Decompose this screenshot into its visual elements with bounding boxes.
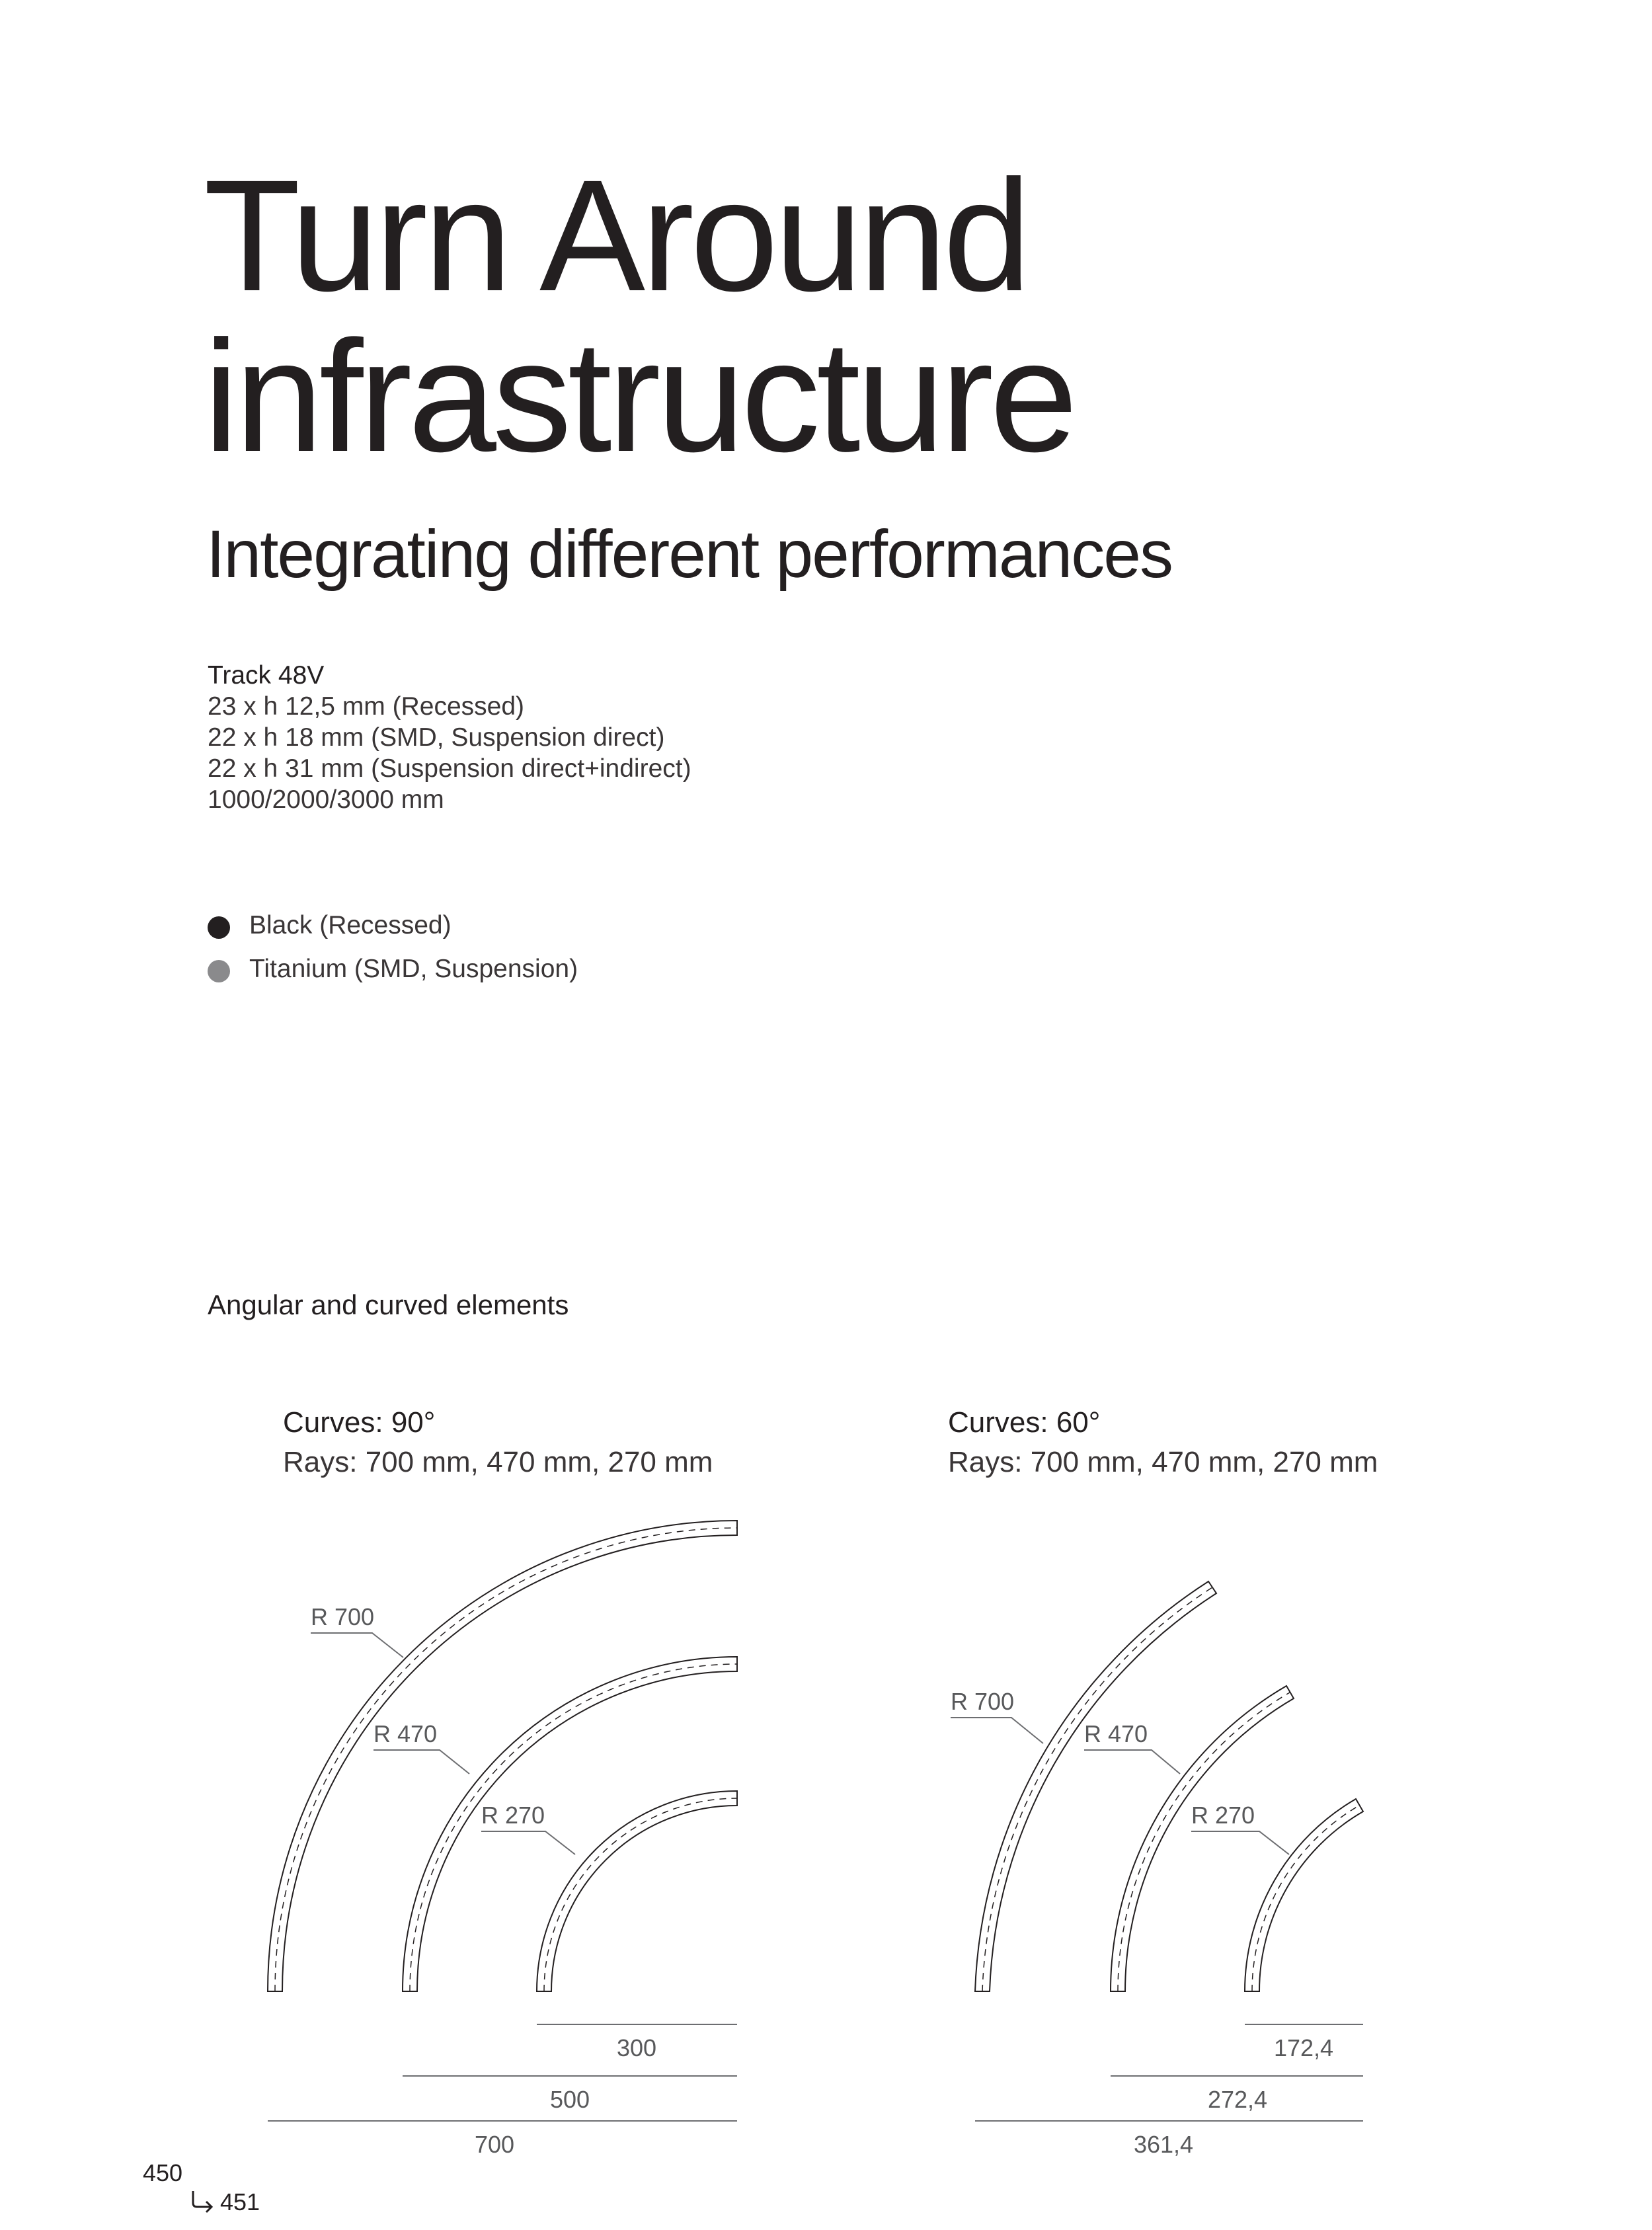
- dim-label-90-500: 500: [549, 2086, 590, 2113]
- dim-label-90-700: 700: [474, 2131, 515, 2158]
- leader-90-r700: [311, 1633, 403, 1657]
- leader-60-r700: [951, 1718, 1043, 1743]
- dim-label-90-300: 300: [616, 2034, 657, 2061]
- return-arrow-icon: [189, 2188, 216, 2215]
- label-60-r270: R 270: [1191, 1802, 1255, 1829]
- curve-60-r700: [975, 1581, 1216, 1991]
- label-60-r700: R 700: [951, 1688, 1015, 1715]
- label-60-r470: R 470: [1084, 1720, 1148, 1747]
- curve-60-r270-centerline: [1252, 1806, 1359, 1991]
- spec-line: 1000/2000/3000 mm: [208, 785, 444, 814]
- curves-60-heading: Curves: 60°: [948, 1406, 1101, 1439]
- finish-label-black: Black (Recessed): [249, 911, 452, 939]
- track-heading: Track 48V: [208, 661, 325, 690]
- curve-60-r700-centerline: [982, 1587, 1212, 1991]
- curve-90-r270: [537, 1791, 737, 1991]
- curve-60-r270: [1245, 1799, 1363, 1991]
- page-subtitle: Integrating different performances: [206, 516, 1173, 592]
- page-number-next: 451: [220, 2188, 260, 2215]
- curve-90-r700-centerline: [275, 1528, 737, 1991]
- spec-line: 22 x h 18 mm (SMD, Suspension direct): [208, 723, 665, 752]
- curves-90-drawing: [268, 1521, 737, 1991]
- dim-label-60-272: 272,4: [1207, 2086, 1268, 2113]
- curves-60-rays: Rays: 700 mm, 470 mm, 270 mm: [948, 1446, 1378, 1478]
- curve-90-r270-centerline: [544, 1798, 737, 1991]
- leader-60-r470: [1084, 1750, 1180, 1774]
- title-line-2: infrastructure: [204, 307, 1074, 485]
- curve-90-r700: [268, 1521, 737, 1991]
- section-title: Angular and curved elements: [208, 1289, 569, 1320]
- curves-90-heading: Curves: 90°: [283, 1406, 436, 1439]
- dim-label-60-172: 172,4: [1273, 2034, 1334, 2061]
- label-90-r700: R 700: [311, 1603, 375, 1630]
- curves-90-dimensions: [268, 2024, 737, 2121]
- leader-90-r270: [481, 1831, 575, 1854]
- curve-90-r470: [403, 1657, 737, 1991]
- label-90-r470: R 470: [374, 1720, 438, 1747]
- spec-line: 23 x h 12,5 mm (Recessed): [208, 692, 525, 721]
- curve-90-r470-centerline: [410, 1664, 737, 1991]
- dim-label-60-361: 361,4: [1133, 2131, 1194, 2158]
- label-90-r270: R 270: [481, 1802, 545, 1829]
- finish-label-titanium: Titanium (SMD, Suspension): [249, 955, 578, 983]
- spec-line: 22 x h 31 mm (Suspension direct+indirect): [208, 754, 691, 783]
- title-line-1: Turn Around: [204, 147, 1027, 324]
- leader-90-r470: [374, 1750, 469, 1774]
- curves-60-drawing: [975, 1581, 1363, 1991]
- page-number-current: 450: [143, 2159, 183, 2186]
- leader-60-r270: [1191, 1831, 1289, 1854]
- curves-90-rays: Rays: 700 mm, 470 mm, 270 mm: [283, 1446, 713, 1478]
